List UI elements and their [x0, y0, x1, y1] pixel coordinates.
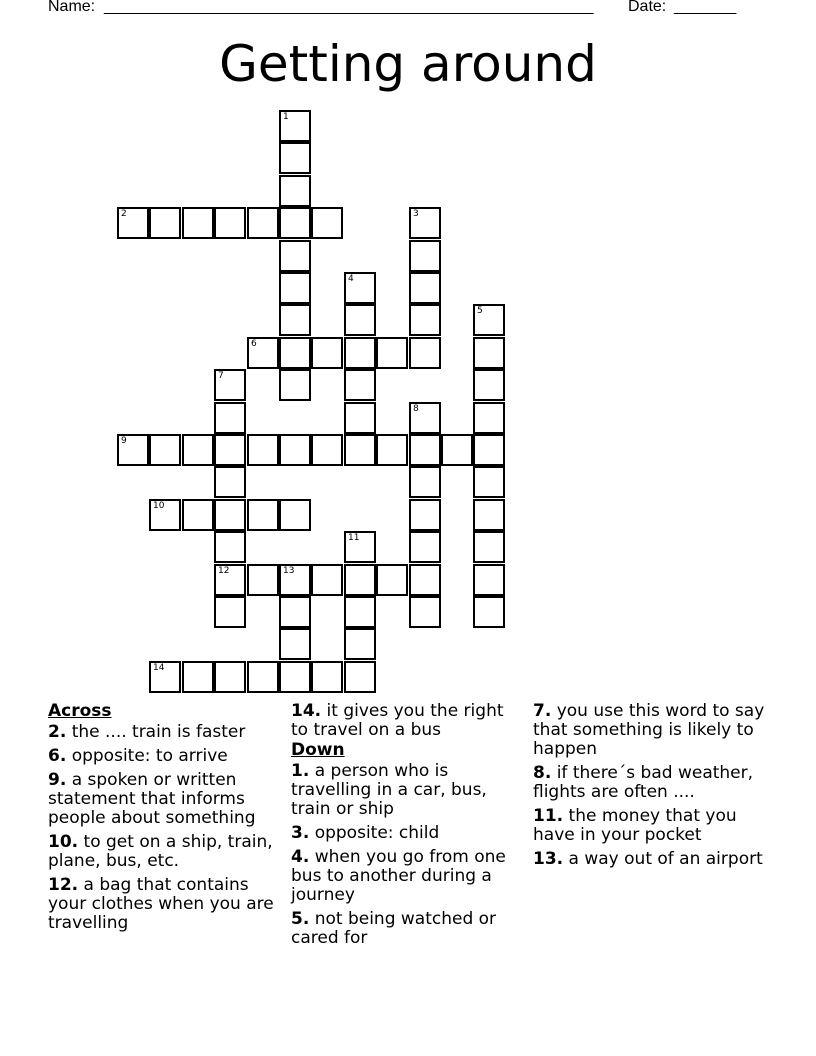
clue-text: the .... train is faster	[71, 722, 246, 742]
clue-item	[48, 771, 282, 828]
grid-cell[interactable]	[214, 564, 246, 596]
clue-text: when you go from one bus to another during a journey	[291, 847, 506, 905]
clue-number: 7	[218, 371, 224, 381]
grid-cell[interactable]	[344, 628, 376, 660]
grid-cell[interactable]	[182, 434, 214, 466]
grid-cell[interactable]	[279, 596, 311, 628]
grid-cell[interactable]	[149, 499, 181, 531]
clue-number: 5	[477, 306, 483, 316]
grid-cell[interactable]	[344, 304, 376, 336]
grid-cell[interactable]	[409, 402, 441, 434]
clue-text: if there´s bad weather, flights are often ....	[533, 763, 754, 802]
clue-item	[291, 848, 525, 905]
clue-text: not being watched or cared for	[291, 909, 497, 948]
clue-number-label: 12.	[48, 875, 79, 895]
clue-number-label: 14.	[291, 701, 322, 721]
grid-cell[interactable]	[409, 466, 441, 498]
clue-item	[48, 833, 282, 871]
clue-number-label: 4.	[291, 847, 310, 867]
grid-cell[interactable]	[279, 499, 311, 531]
grid-cell[interactable]	[214, 207, 246, 239]
grid-cell[interactable]	[409, 434, 441, 466]
down-heading: Down	[291, 740, 345, 760]
grid-cell[interactable]	[311, 661, 343, 693]
grid-cell[interactable]	[279, 304, 311, 336]
grid-cell[interactable]	[409, 337, 441, 369]
grid-cell[interactable]	[473, 499, 505, 531]
clue-number: 4	[348, 274, 354, 284]
clue-number: 9	[121, 436, 127, 446]
clue-item	[291, 910, 525, 948]
grid-cell[interactable]	[247, 564, 279, 596]
name-field[interactable]: _______________________________________________________	[104, 0, 594, 15]
grid-cell[interactable]	[473, 337, 505, 369]
grid-cell[interactable]	[247, 434, 279, 466]
grid-cell[interactable]	[214, 531, 246, 563]
grid-cell[interactable]	[247, 207, 279, 239]
grid-cell[interactable]	[409, 596, 441, 628]
grid-cell[interactable]	[409, 531, 441, 563]
clues-column-1	[48, 702, 282, 938]
clue-number-label: 10.	[48, 832, 79, 852]
grid-cell[interactable]	[344, 369, 376, 401]
grid-cell[interactable]	[473, 466, 505, 498]
grid-cell[interactable]	[149, 207, 181, 239]
clue-text: a spoken or written statement that informs people about something	[48, 770, 256, 828]
across-heading: Across	[48, 701, 112, 721]
grid-cell[interactable]	[344, 596, 376, 628]
grid-cell[interactable]	[214, 661, 246, 693]
clue-item	[533, 702, 767, 759]
grid-cell[interactable]	[279, 142, 311, 174]
clue-item	[48, 876, 282, 933]
clue-item	[291, 762, 525, 819]
grid-cell[interactable]	[279, 207, 311, 239]
grid-cell[interactable]	[117, 207, 149, 239]
clue-number: 10	[153, 501, 165, 511]
grid-cell[interactable]	[182, 661, 214, 693]
grid-cell[interactable]	[376, 337, 408, 369]
grid-cell[interactable]	[247, 661, 279, 693]
grid-cell[interactable]	[344, 272, 376, 304]
grid-cell[interactable]	[279, 240, 311, 272]
clue-number-label: 6.	[48, 746, 67, 766]
grid-cell[interactable]	[344, 661, 376, 693]
clue-number: 1	[283, 112, 289, 122]
clue-number-label: 7.	[533, 701, 552, 721]
clue-item	[48, 723, 282, 742]
grid-cell[interactable]	[214, 434, 246, 466]
grid-cell[interactable]	[311, 337, 343, 369]
grid-cell[interactable]	[409, 272, 441, 304]
clue-number-label: 9.	[48, 770, 67, 790]
grid-cell[interactable]	[279, 272, 311, 304]
clue-number-label: 3.	[291, 823, 310, 843]
date-label: Date:	[628, 0, 667, 15]
clue-number-label: 8.	[533, 763, 552, 783]
grid-cell[interactable]	[214, 596, 246, 628]
clue-item	[533, 764, 767, 802]
clue-text: a way out of an airport	[568, 849, 763, 869]
clue-item	[48, 747, 282, 766]
grid-cell[interactable]	[473, 596, 505, 628]
grid-cell[interactable]	[311, 207, 343, 239]
grid-cell[interactable]	[149, 661, 181, 693]
clue-text: a person who is travelling in a car, bus, train or ship	[291, 761, 487, 819]
clue-number-label: 2.	[48, 722, 67, 742]
clue-number-label: 11.	[533, 806, 564, 826]
grid-cell[interactable]	[279, 175, 311, 207]
grid-cell[interactable]	[279, 661, 311, 693]
puzzle-title: Getting around	[219, 35, 597, 93]
clue-item	[533, 850, 767, 869]
clue-number: 12	[218, 566, 230, 576]
grid-cell[interactable]	[214, 466, 246, 498]
clue-text: the money that you have in your pocket	[533, 806, 737, 845]
grid-cell[interactable]	[344, 531, 376, 563]
grid-cell[interactable]	[409, 499, 441, 531]
grid-cell[interactable]	[279, 564, 311, 596]
grid-cell[interactable]	[117, 434, 149, 466]
grid-cell[interactable]	[473, 564, 505, 596]
clue-number-label: 1.	[291, 761, 310, 781]
clue-number: 14	[153, 663, 165, 673]
grid-cell[interactable]	[149, 434, 181, 466]
grid-cell[interactable]	[473, 531, 505, 563]
grid-cell[interactable]	[409, 207, 441, 239]
grid-cell[interactable]	[344, 402, 376, 434]
clues-column-3	[533, 702, 767, 874]
grid-cell[interactable]	[214, 499, 246, 531]
clue-number: 13	[283, 566, 295, 576]
grid-cell[interactable]	[214, 402, 246, 434]
grid-cell[interactable]	[376, 564, 408, 596]
grid-cell[interactable]	[182, 499, 214, 531]
grid-cell[interactable]	[441, 434, 473, 466]
clue-text: to get on a ship, train, plane, bus, etc.	[48, 832, 273, 871]
clue-number-label: 13.	[533, 849, 564, 869]
clue-number: 11	[348, 533, 360, 543]
clue-number: 6	[251, 339, 257, 349]
grid-cell[interactable]	[344, 434, 376, 466]
date-field[interactable]: _______	[674, 0, 737, 15]
clue-text: opposite: to arrive	[71, 746, 228, 766]
clues-column-2	[291, 702, 525, 953]
grid-cell[interactable]	[409, 240, 441, 272]
name-label: Name:	[48, 0, 96, 15]
clue-item	[291, 702, 525, 740]
clue-text: a bag that contains your clothes when you are travelling	[48, 875, 274, 933]
grid-cell[interactable]	[214, 369, 246, 401]
clue-item	[291, 824, 525, 843]
clue-text: you use this word to say that something is likely to happen	[533, 701, 765, 759]
clue-number: 2	[121, 209, 127, 219]
grid-cell[interactable]	[344, 337, 376, 369]
clue-item	[533, 807, 767, 845]
grid-cell[interactable]	[279, 110, 311, 142]
grid-cell[interactable]	[409, 564, 441, 596]
grid-cell[interactable]	[182, 207, 214, 239]
grid-cell[interactable]	[279, 369, 311, 401]
grid-cell[interactable]	[344, 564, 376, 596]
grid-cell[interactable]	[311, 434, 343, 466]
grid-cell[interactable]	[376, 434, 408, 466]
grid-cell[interactable]	[279, 628, 311, 660]
grid-cell[interactable]	[473, 369, 505, 401]
clue-number: 3	[413, 209, 419, 219]
grid-cell[interactable]	[247, 337, 279, 369]
grid-cell[interactable]	[409, 304, 441, 336]
clue-text: opposite: child	[314, 823, 440, 843]
clue-text: it gives you the right to travel on a bus	[291, 701, 504, 740]
grid-cell[interactable]	[311, 564, 343, 596]
grid-cell[interactable]	[473, 402, 505, 434]
clue-number-label: 5.	[291, 909, 310, 929]
grid-cell[interactable]	[473, 434, 505, 466]
grid-cell[interactable]	[473, 304, 505, 336]
clue-number: 8	[413, 404, 419, 414]
grid-cell[interactable]	[279, 434, 311, 466]
grid-cell[interactable]	[247, 499, 279, 531]
grid-cell[interactable]	[279, 337, 311, 369]
